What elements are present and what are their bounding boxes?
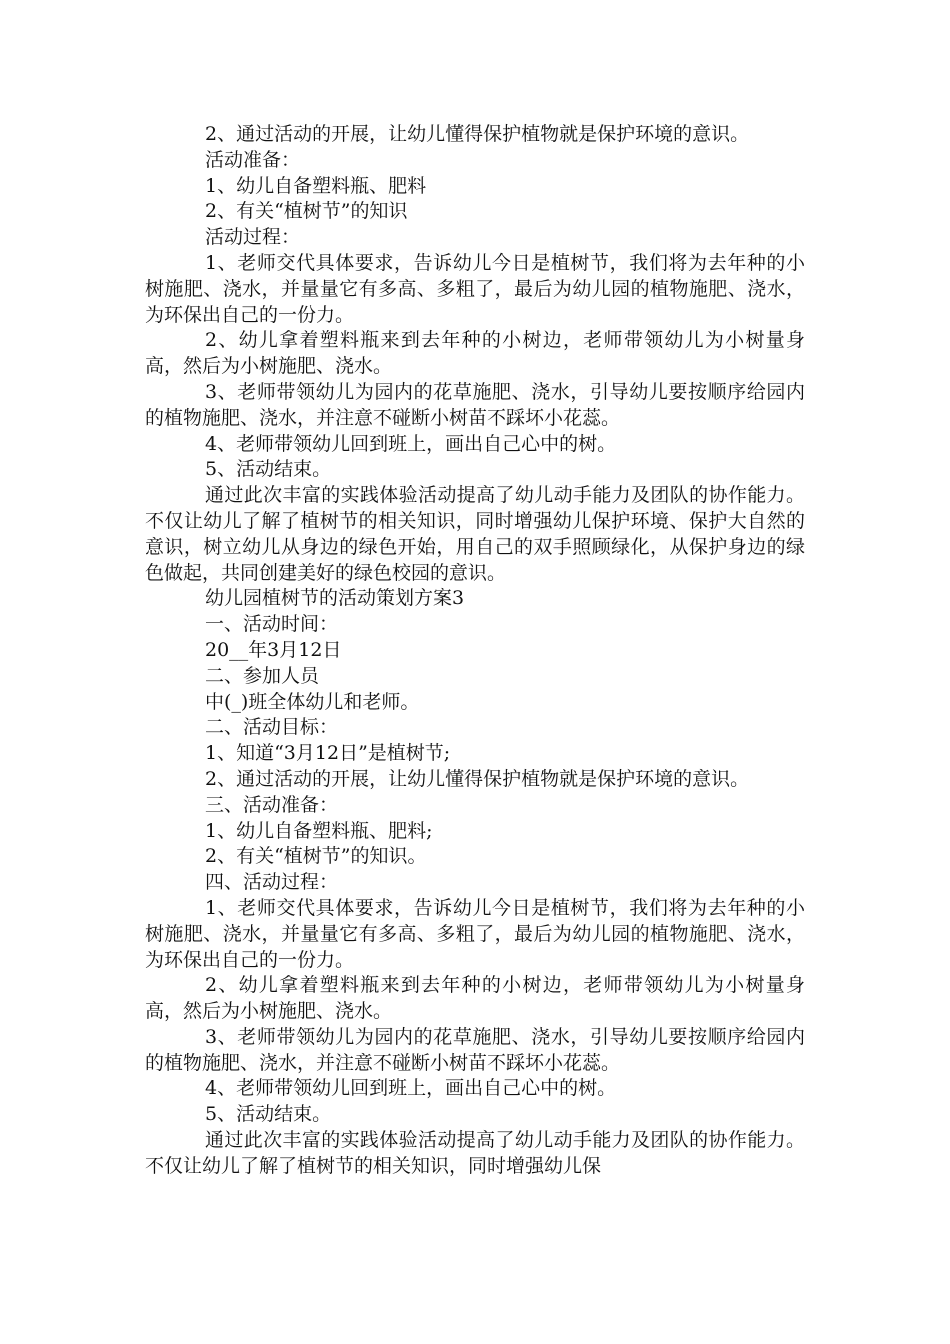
paragraph-process-2b: 2、幼儿拿着塑料瓶来到去年种的小树边，老师带领幼儿为小树量身高，然后为小树施肥、浇水。	[145, 974, 805, 1023]
paragraph-prep-2: 2、有关“植树节”的知识	[205, 200, 408, 223]
paragraph-prep-2b: 2、有关“植树节”的知识。	[205, 845, 427, 868]
paragraph-process-heading: 活动过程：	[205, 226, 301, 249]
paragraph-participants-heading: 二、参加人员	[205, 664, 320, 687]
paragraph-summary-2: 通过此次丰富的实践体验活动提高了幼儿动手能力及团队的协作能力。不仅让幼儿了解了植树节的相关知识，同时增强幼儿保	[145, 1129, 805, 1177]
paragraph-process-5: 5、活动结束。	[205, 458, 332, 481]
paragraph-date: 20__年3月12日	[205, 638, 342, 661]
section-title-plan-3: 幼儿园植树节的活动策划方案3	[205, 587, 465, 610]
paragraph-process-3b: 3、老师带领幼儿为园内的花草施肥、浇水，引导幼儿要按顺序给园内的植物施肥、浇水，并注意不碰断小树苗不踩坏小花蕊。	[145, 1025, 805, 1074]
paragraph-prep-heading-2: 三、活动准备：	[205, 793, 339, 816]
paragraph-time-heading: 一、活动时间：	[205, 613, 339, 636]
paragraph-process-4: 4、老师带领幼儿回到班上，画出自己心中的树。	[205, 432, 617, 455]
paragraph-process-2: 2、幼儿拿着塑料瓶来到去年种的小树边，老师带领幼儿为小树量身高，然后为小树施肥、浇水。	[145, 329, 805, 378]
paragraph-process-1: 1、老师交代具体要求，告诉幼儿今日是植树节，我们将为去年种的小树施肥、浇水，并量量它有多高、多粗了，最后为幼儿园的植物施肥、浇水，为环保出自己的一份力。	[145, 251, 805, 326]
paragraph-goal-1: 1、知道“3月12日”是植树节;	[205, 742, 451, 765]
paragraph-process-5b: 5、活动结束。	[205, 1103, 332, 1126]
paragraph-goals-heading: 二、活动目标：	[205, 716, 339, 739]
paragraph-process-3: 3、老师带领幼儿为园内的花草施肥、浇水，引导幼儿要按顺序给园内的植物施肥、浇水，并注意不碰断小树苗不踩坏小花蕊。	[145, 380, 805, 429]
paragraph-prep-1: 1、幼儿自备塑料瓶、肥料	[205, 174, 427, 197]
paragraph-summary: 通过此次丰富的实践体验活动提高了幼儿动手能力及团队的协作能力。不仅让幼儿了解了植树节的相关知识，同时增强幼儿保护环境、保护大自然的意识，树立幼儿从身边的绿色开始，用自己的双手照顾绿化，从保护身边的绿色做起，共同创建美好的绿色校园的意识。	[145, 484, 805, 584]
paragraph-process-4b: 4、老师带领幼儿回到班上，画出自己心中的树。	[205, 1077, 617, 1100]
document-body	[145, 122, 805, 1180]
paragraph-goal-2b: 2、通过活动的开展，让幼儿懂得保护植物就是保护环境的意识。	[205, 767, 750, 790]
paragraph-goal-2: 2、通过活动的开展，让幼儿懂得保护植物就是保护环境的意识。	[205, 123, 750, 145]
paragraph-process-1b: 1、老师交代具体要求，告诉幼儿今日是植树节，我们将为去年种的小树施肥、浇水，并量量它有多高、多粗了，最后为幼儿园的植物施肥、浇水，为环保出自己的一份力。	[145, 896, 805, 971]
paragraph-participants: 中(_)班全体幼儿和老师。	[205, 690, 420, 713]
paragraph-prep-heading: 活动准备：	[205, 148, 301, 171]
paragraph-process-heading-2: 四、活动过程：	[205, 871, 339, 894]
paragraph-prep-1b: 1、幼儿自备塑料瓶、肥料;	[205, 819, 433, 842]
